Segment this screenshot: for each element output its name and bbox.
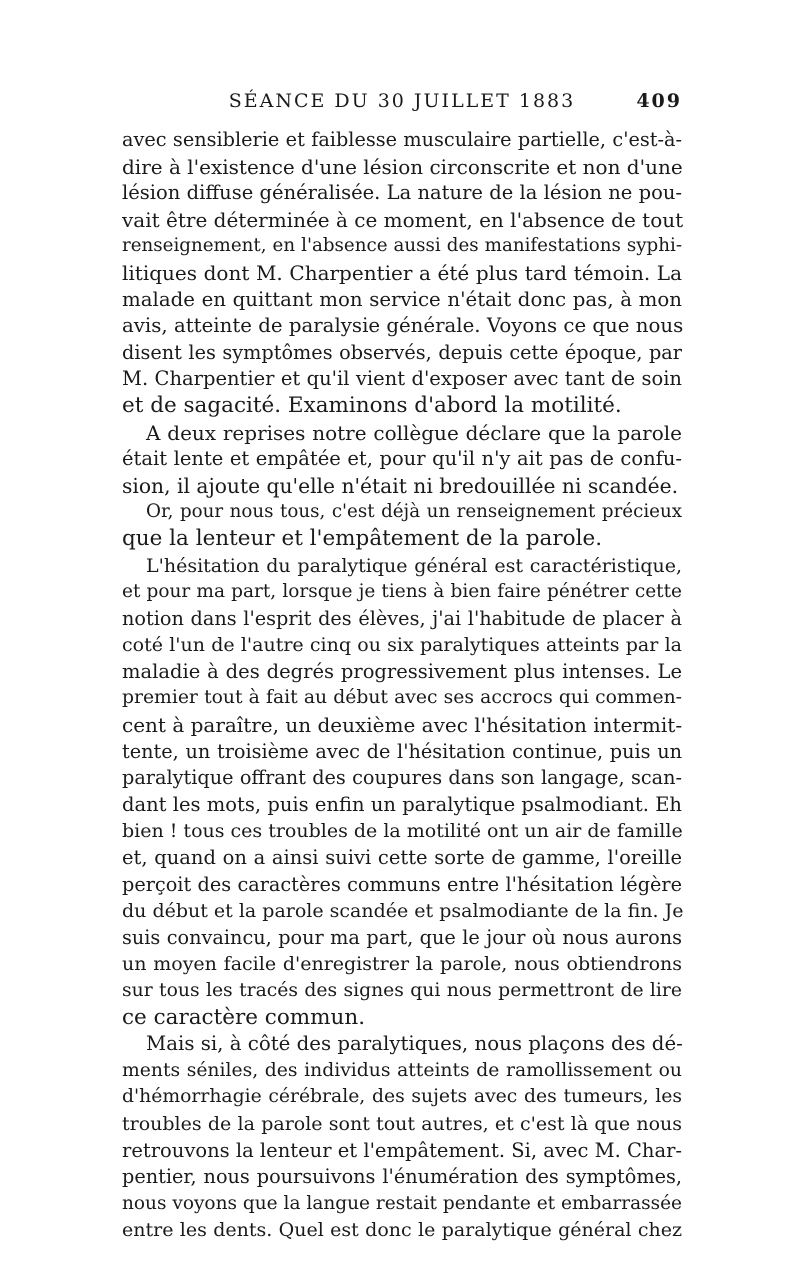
text-line: perçoit des caractères communs entre l'hésitation légère [122, 872, 682, 896]
text-line: suis convaincu, pour ma part, que le jour où nous aurons [122, 925, 682, 949]
text-line: M. Charpentier et qu'il vient d'exposer avec tant de soin [122, 367, 682, 391]
text-line: bien ! tous ces troubles de la motilité ont un air de famille [122, 820, 683, 843]
text-line: du début et la parole scandée et psalmodiante de la fin. Je [122, 900, 684, 923]
text-line: lésion diffuse généralisée. La nature de la lésion ne pou- [122, 181, 682, 205]
text-line: et pour ma part, lorsque je tiens à bien faire pénétrer cette [122, 581, 682, 603]
text-line: paralytique offrant des coupures dans son langage, scan- [122, 766, 682, 790]
text-line: et, quand on a ainsi suivi cette sorte de gamme, l'oreille [122, 846, 682, 870]
text-line: un moyen facile d'enregistrer la parole, nous obtiendrons [122, 953, 682, 976]
page-header [122, 90, 682, 120]
text-line: A deux reprises notre collègue déclare que la parole [146, 420, 682, 445]
text-line: avis, atteinte de paralysie générale. Voyons ce que nous [122, 314, 684, 338]
text-line: troubles de la parole sont tout autres, et c'est là que nous [122, 1112, 682, 1135]
text-line: ments séniles, des individus atteints de ramollissement ou [122, 1059, 682, 1081]
text-line: nous voyons que la langue restait pendante et embarrassée [122, 1192, 682, 1214]
text-line: vait être déterminée à ce moment, en l'absence de tout [122, 207, 684, 232]
text-line: était lente et empâtée et, pour qu'il n'y ait pas de confu- [122, 447, 682, 471]
running-title: SÉANCE DU 30 JUILLET 1883 [228, 90, 576, 112]
text-line: et de sagacité. Examinons d'abord la motilité. [122, 392, 622, 418]
text-line: Mais si, à côté des paralytiques, nous plaçons des dé- [146, 1032, 683, 1056]
text-line: tente, un troisième avec de l'hésitation continue, puis un [122, 739, 682, 763]
text-line: dire à l'existence d'une lésion circonscrite et non d'une [122, 154, 683, 179]
text-line: sur tous les tracés des signes qui nous permettront de lire [122, 980, 682, 1001]
text-line: L'hésitation du paralytique général est caractéristique, [146, 554, 682, 577]
text-line: pentier, nous poursuivons l'énumération des symptômes, [122, 1165, 682, 1189]
text-line: disent les symptômes observés, depuis cette époque, par [122, 340, 682, 364]
text-line: renseignement, en l'absence aussi des manifestations syphi- [122, 235, 682, 257]
text-line: ce caractère commun. [122, 1004, 366, 1030]
text-line: d'hémorrhagie cérébrale, des sujets avec des tumeurs, les [122, 1086, 682, 1108]
body-text [122, 127, 682, 1244]
text-line: malade en quittant mon service n'était donc pas, à mon [122, 287, 682, 311]
text-line: sion, il ajoute qu'elle n'était ni bredouillée ni scandée. [122, 473, 679, 498]
text-line: retrouvons la lenteur et l'empâtement. Si, avec M. Char- [122, 1138, 682, 1162]
text-line: Or, pour nous tous, c'est déjà un renseignement précieux [146, 501, 682, 523]
text-line: dant les mots, puis enfin un paralytique psalmodiant. Eh [122, 792, 682, 816]
text-line: litiques dont M. Charpentier a été plus tard témoin. La [122, 260, 682, 285]
text-line: premier tout à fait au début avec ses accrocs qui commen- [122, 687, 682, 709]
text-line: que la lenteur et l'empâtement de la parole. [122, 525, 603, 551]
text-line: notion dans l'esprit des élèves, j'ai l'habitude de placer à [122, 606, 682, 630]
text-line: coté l'un de l'autre cinq ou six paralytiques atteints par la [122, 634, 682, 657]
page-number: 409 [636, 90, 682, 112]
text-line: maladie à des degrés progressivement plus intenses. Le [122, 659, 682, 683]
text-line: entre les dents. Quel est donc le paralytique général chez [122, 1219, 682, 1242]
text-line: avec sensiblerie et faiblesse musculaire partielle, c'est-à- [122, 128, 682, 151]
text-line: cent à paraître, un deuxième avec l'hésitation intermit- [122, 713, 683, 738]
